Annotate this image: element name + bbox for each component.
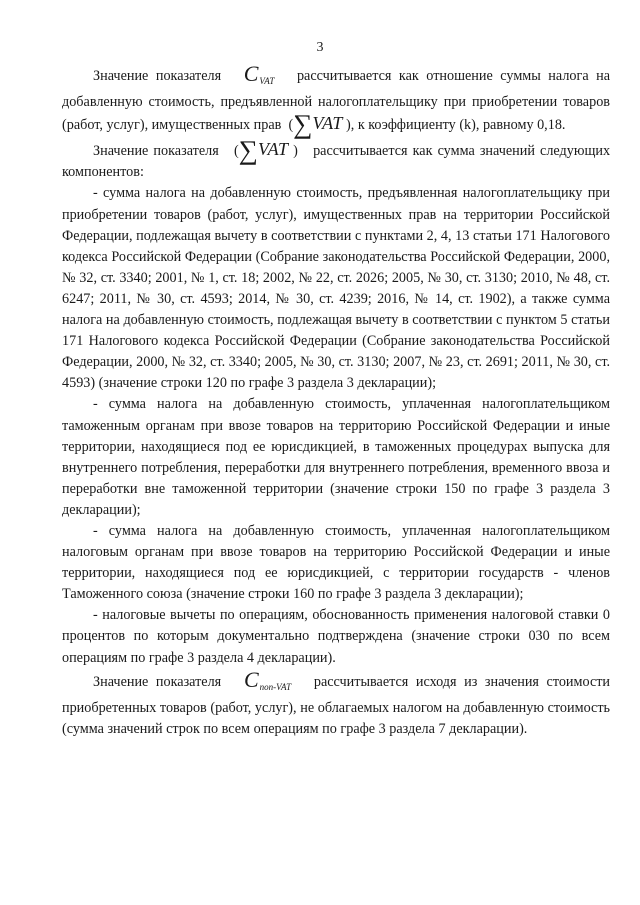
- formula-paren: ): [345, 117, 351, 134]
- page-number: 3: [316, 40, 324, 55]
- paragraph-text: рассчитывается исходя из значения стоимости приобретенных товаров (работ, услуг), не облагаемых налогом на добавленную стоимость (сумма значений строк по всем операциям по графе 3 раздела 7 декларации).: [62, 673, 611, 737]
- paragraph-text: рассчитывается как сумма значений следующих компонентов:: [62, 143, 611, 181]
- paragraph-text: Значение показателя: [93, 143, 219, 160]
- list-item-component-1: - сумма налога на добавленную стоимость, предъявленная налогоплательщику при приобретении товаров (работ, услуг), имущественных прав на территории Российской Федерации, подлежащая вычету в соответствии с пунктами 2, 4, 13 статьи 171 Налогового кодекса Российской Федерации (Собрание законодательства Российской Федерации, 2000, № 32, ст. 3340; 2001, № 1, ст. 18; 2002, № 22, ст. 2026; 2005, № 30, ст. 3130; 2010, № 48, ст. 6247; 2011, № 30, ст. 4593; 2014, № 30, ст. 4239; 2016, № 14, ст. 1902), а также сумма налога на добавленную стоимость, подлежащая вычету в соответствии с пунктом 5 статьи 171 Налогового кодекса Российской Федерации (Собрание законодательства Российской Федерации, 2000, № 32, ст. 3340; 2005, № 30, ст. 3130; 2007, № 23, ст. 2691; 2011, № 30, ст. 4593) (значение строки 120 по графе 3 раздела 3 декларации);: [62, 185, 610, 392]
- list-item-component-2: - сумма налога на добавленную стоимость, уплаченная налогоплательщиком таможенным органам при ввозе товаров на территорию Российской Федерации и иные территории, находящиеся под ее юрисдикцией, в таможенных процедурах выпуска для внутреннего потребления, переработки для внутреннего потребления, временного ввоза и переработки вне таможенной территории (значение строки 150 по графе 3 раздела 3 декларации);: [62, 396, 610, 518]
- paragraph-text: рассчитывается как отношение суммы налога на добавленную стоимость, предъявленной налогоплательщику при приобретении товаров (работ, услуг), имущественных прав: [62, 68, 611, 134]
- formula-vat: VAT: [312, 113, 343, 134]
- sigma-symbol: ∑: [293, 109, 313, 140]
- c-vat-formula: [229, 61, 290, 86]
- sum-vat-formula: [224, 135, 308, 166]
- formula-c-letter: C: [243, 666, 259, 692]
- document-body: [62, 61, 611, 740]
- formula-paren: (: [288, 117, 294, 134]
- formula-vat: VAT: [257, 139, 288, 160]
- paragraph-c-non-vat: [62, 666, 611, 740]
- sum-vat-formula: [285, 109, 351, 140]
- sigma-symbol: ∑: [238, 135, 258, 166]
- formula-subscript: non-VAT: [259, 681, 292, 692]
- formula-c-letter: C: [243, 61, 259, 86]
- paragraph-text: Значение показателя: [93, 673, 222, 690]
- list-item-component-3: - сумма налога на добавленную стоимость, уплаченная налогоплательщиком налоговым органам при ввозе товаров на территорию Российской Федерации и иные территории, находящиеся под ее юрисдикцией, с территории государств - членов Таможенного союза (значение строки 160 по графе 3 раздела 3 декларации);: [62, 522, 610, 603]
- paragraph-text: , к коэффициенту (k), равному 0,18.: [350, 117, 566, 134]
- formula-paren: ): [293, 143, 298, 160]
- c-non-vat-formula: [229, 666, 306, 692]
- list-item-component-4: - налоговые вычеты по операциям, обоснованность применения налоговой ставки 0 процентов по которым документально подтверждена (значение строки 030 по всем операциям по графе 3 раздела 4 декларации).: [62, 607, 610, 666]
- formula-paren: (: [234, 143, 239, 160]
- paragraph-sum-vat: [62, 135, 611, 183]
- paragraph-text: Значение показателя: [93, 68, 222, 84]
- paragraph-c-vat: [62, 61, 611, 140]
- formula-subscript: VAT: [259, 76, 275, 86]
